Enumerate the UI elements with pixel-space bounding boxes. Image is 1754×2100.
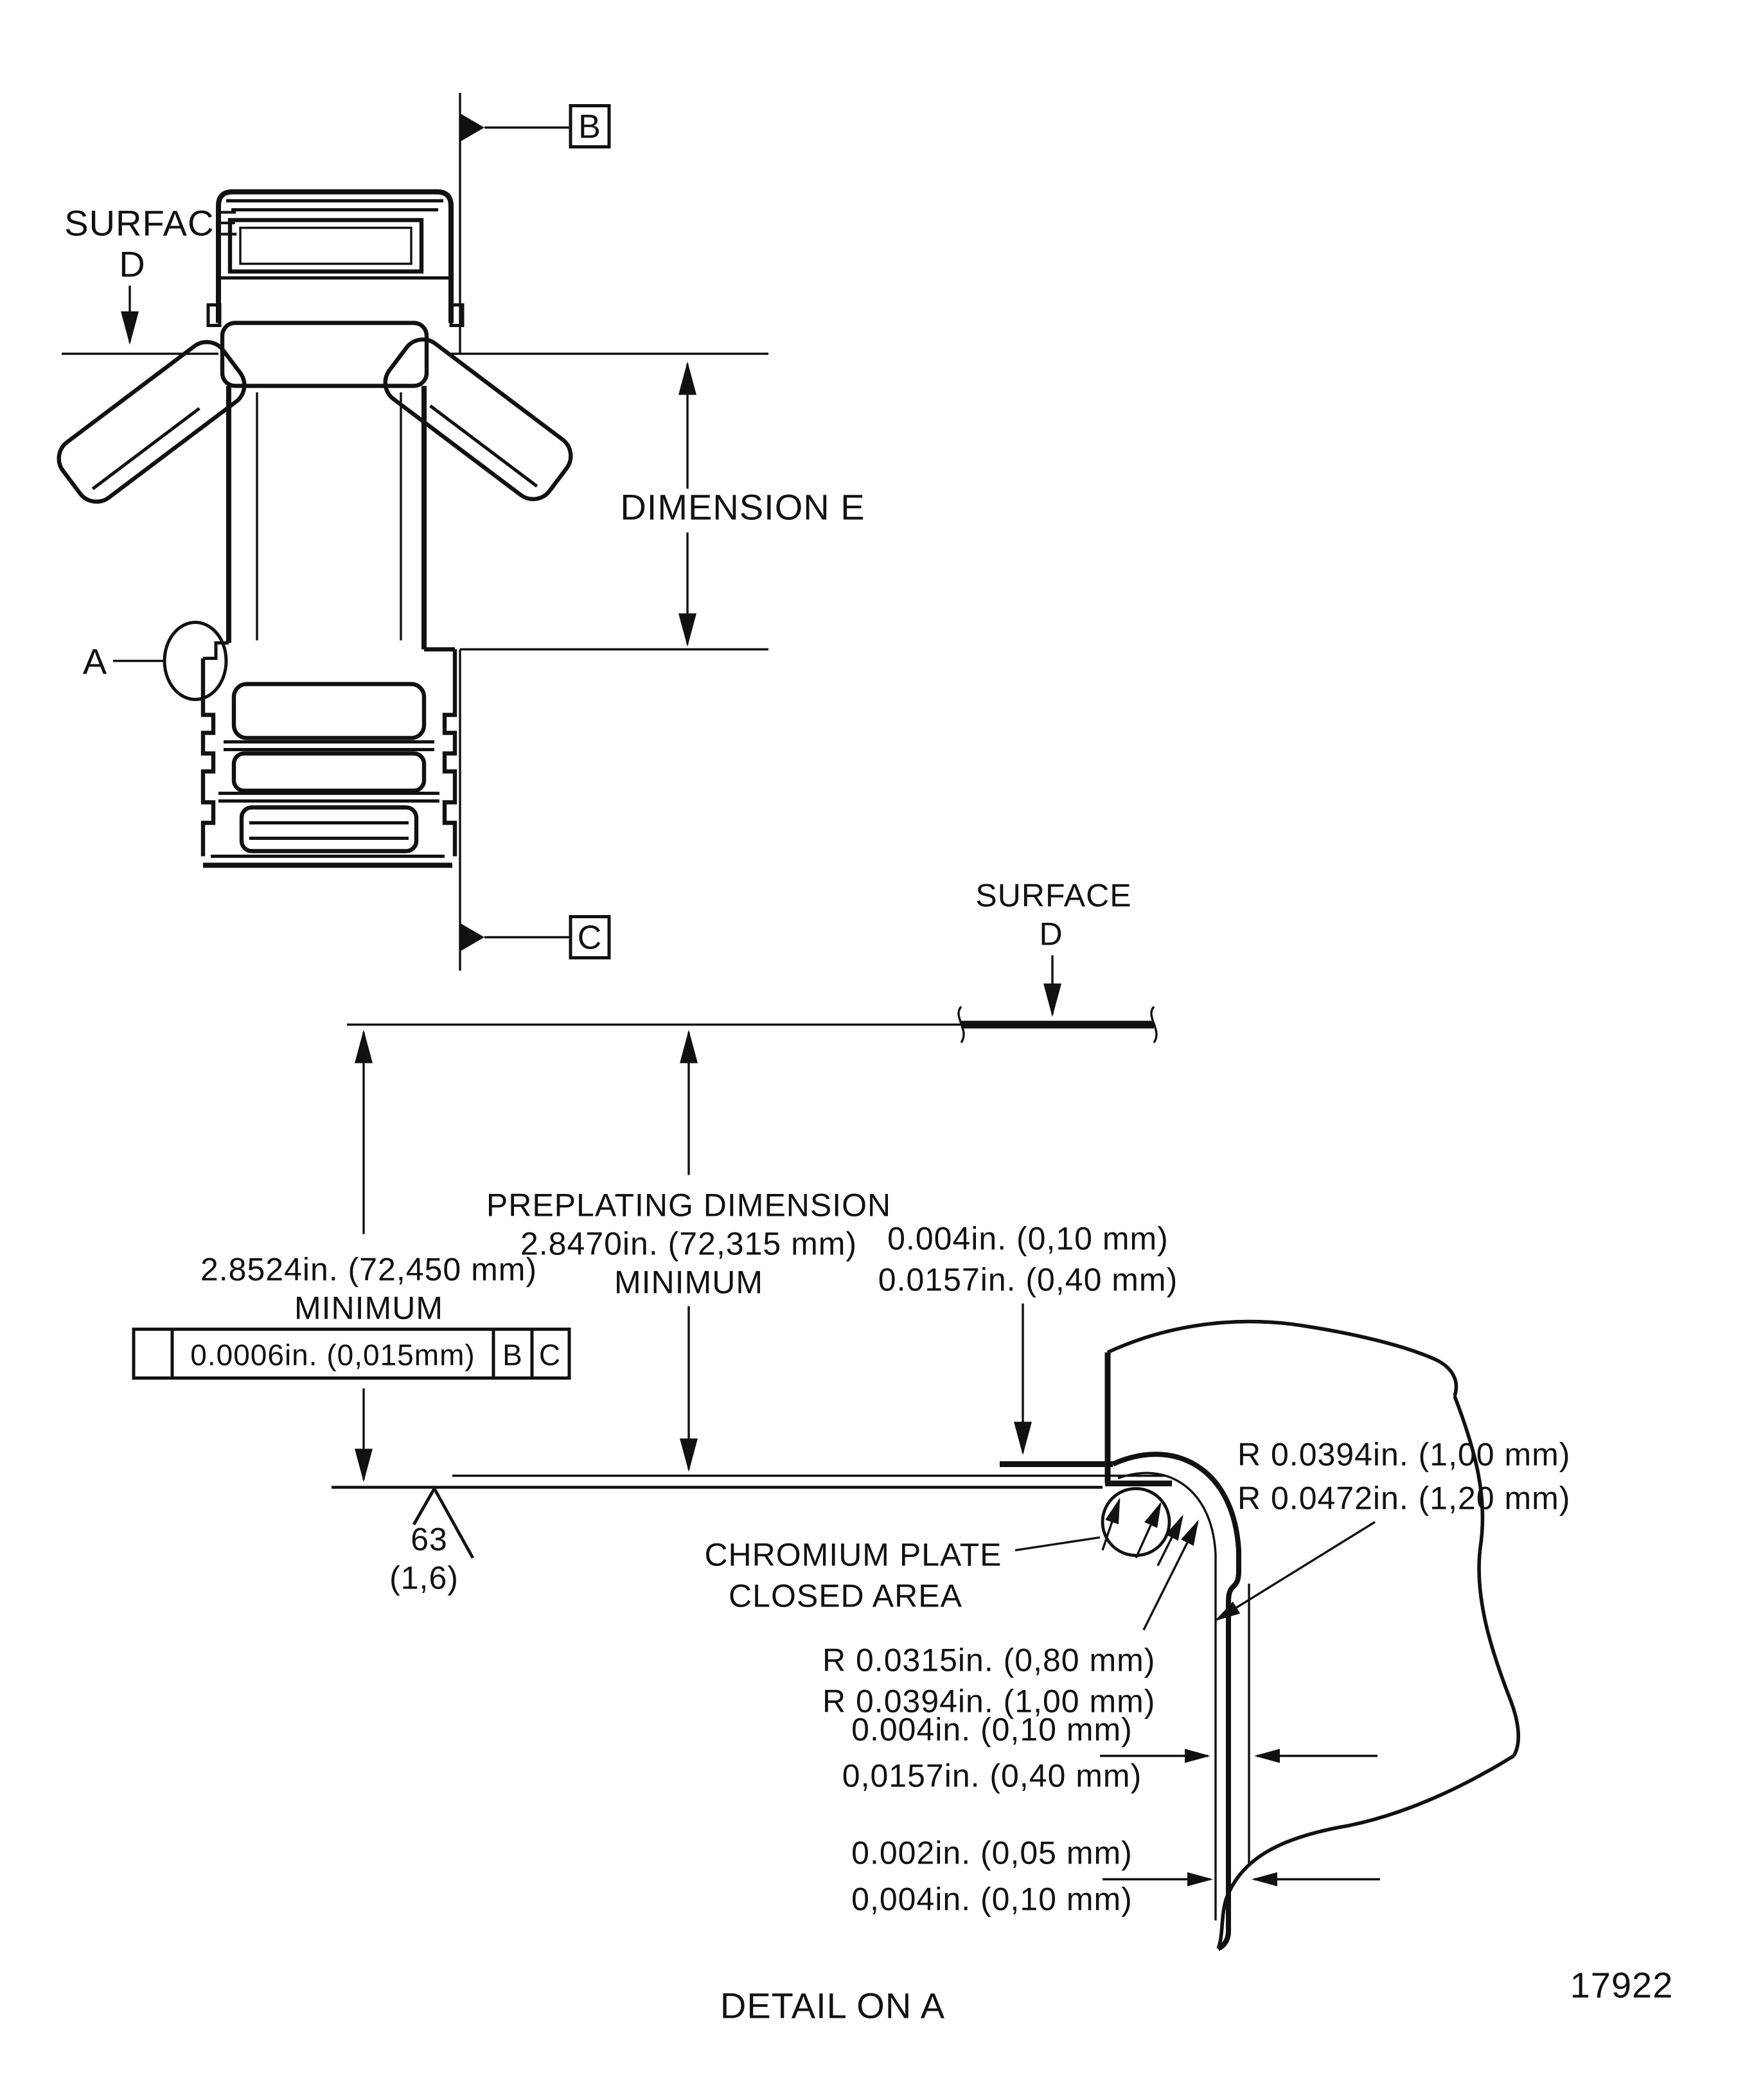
surface-finish-symbol xyxy=(389,1489,473,1596)
chromium-line1: CHROMIUM PLATE xyxy=(704,1536,1002,1573)
lower-left-castellated-edge xyxy=(203,659,213,857)
feature-control-frame xyxy=(134,1330,569,1378)
datum-b-flag xyxy=(460,93,609,354)
detail-a-circle xyxy=(164,623,226,700)
surface-finish-um: (1,6) xyxy=(389,1560,459,1596)
outer-radius-line2: R 0.0472in. (1,20 mm) xyxy=(1237,1480,1571,1517)
preplating-dimension xyxy=(486,1033,891,1470)
plate-step-line2: 0.0157in. (0,40 mm) xyxy=(878,1261,1178,1298)
break-line-top xyxy=(1108,1322,1456,1396)
side-plate-line1: 0.004in. (0,10 mm) xyxy=(851,1711,1133,1748)
fcf-datum-1: B xyxy=(502,1338,523,1372)
dimension-e-text: DIMENSION E xyxy=(620,486,865,528)
right-wing-outline xyxy=(377,331,579,507)
piston-band-3 xyxy=(242,808,416,851)
right-wing xyxy=(377,331,579,507)
detail-a-label: A xyxy=(82,641,108,682)
side-plate-line2: 0,0157in. (0,40 mm) xyxy=(842,1757,1142,1794)
datum-c-flag xyxy=(460,650,609,971)
chromium-plate-callout xyxy=(704,1537,1100,1614)
surface-d-label-line2: D xyxy=(119,244,146,285)
cylinder-body xyxy=(203,386,455,866)
plate-step-callout xyxy=(878,1221,1178,1453)
piston-band-2 xyxy=(234,754,424,791)
bottom-plate-callout xyxy=(851,1835,1380,1918)
datum-b-letter: B xyxy=(578,108,601,146)
inner-radius-line1: R 0.0315in. (0,80 mm) xyxy=(822,1642,1156,1678)
piston-band-1 xyxy=(234,684,424,738)
cap-outline xyxy=(218,192,451,323)
lower-right-castellated-edge xyxy=(445,650,455,857)
left-wing-inner-line xyxy=(93,409,199,489)
datum-b-triangle-icon xyxy=(460,114,484,142)
break-line-bottom xyxy=(1218,1756,1514,1949)
fcf-datum-2: C xyxy=(538,1338,562,1372)
figure-number: 17922 xyxy=(1570,1964,1674,2006)
bottom-plate-line2: 0,004in. (0,10 mm) xyxy=(851,1881,1133,1918)
plated-dimension xyxy=(134,1033,569,1480)
inner-radius-line2: R 0.0394in. (1,00 mm) xyxy=(822,1683,1156,1720)
outer-radius-callout xyxy=(1217,1437,1570,1620)
detail-view xyxy=(134,878,1570,1949)
surface-d-label-line1: SURFACE xyxy=(64,202,239,244)
cap-seal-band xyxy=(222,323,427,386)
detail-surface-d-line1: SURFACE xyxy=(975,877,1132,914)
preplating-value: 2.8470in. (72,315 mm) xyxy=(520,1225,858,1262)
cap-window-inner xyxy=(240,228,411,264)
detail-caption: DETAIL ON A xyxy=(720,1985,946,2026)
plated-dim-minimum: MINIMUM xyxy=(294,1290,443,1326)
plated-dim-value: 2.8524in. (72,450 mm) xyxy=(200,1251,538,1288)
chromium-leader xyxy=(1015,1538,1100,1551)
cylinder-cap xyxy=(208,192,463,386)
bottom-plate-line1: 0.002in. (0,05 mm) xyxy=(851,1835,1133,1871)
side-plate-callout xyxy=(842,1712,1378,1794)
detail-surface-d-line2: D xyxy=(1039,916,1063,952)
surface-finish-uin: 63 xyxy=(411,1521,448,1558)
chromium-line2: CLOSED AREA xyxy=(729,1578,962,1614)
plate-step-line1: 0.004in. (0,10 mm) xyxy=(887,1220,1169,1257)
right-wing-inner-line xyxy=(430,406,537,486)
outer-radius-line1: R 0.0394in. (1,00 mm) xyxy=(1237,1436,1571,1473)
preplating-minimum: MINIMUM xyxy=(614,1264,763,1301)
fcf-tolerance: 0.0006in. (0,015mm) xyxy=(190,1338,475,1372)
datum-c-triangle-icon xyxy=(460,923,484,952)
main-view xyxy=(51,93,865,971)
preplating-title: PREPLATING DIMENSION xyxy=(486,1187,892,1224)
datum-c-letter: C xyxy=(577,919,603,957)
